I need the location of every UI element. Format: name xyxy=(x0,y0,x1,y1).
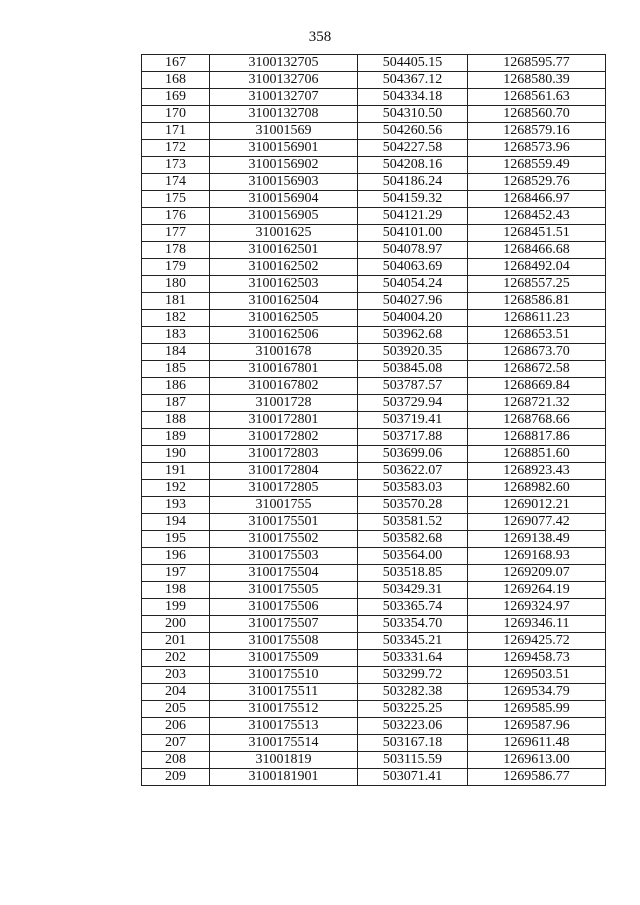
table-row xyxy=(142,259,606,276)
point-id-cell: 3100175512 xyxy=(210,701,358,718)
row-number-cell: 179 xyxy=(142,259,210,276)
x-coordinate-cell: 504310.50 xyxy=(358,106,468,123)
x-coordinate-cell: 503299.72 xyxy=(358,667,468,684)
point-id-cell: 3100167801 xyxy=(210,361,358,378)
row-number-cell: 201 xyxy=(142,633,210,650)
row-number-cell: 185 xyxy=(142,361,210,378)
y-coordinate-cell: 1268466.97 xyxy=(468,191,606,208)
table-row xyxy=(142,208,606,225)
table-row xyxy=(142,242,606,259)
row-number-cell: 180 xyxy=(142,276,210,293)
x-coordinate-cell: 504186.24 xyxy=(358,174,468,191)
x-coordinate-cell: 504063.69 xyxy=(358,259,468,276)
point-id-cell: 3100167802 xyxy=(210,378,358,395)
y-coordinate-cell: 1268672.58 xyxy=(468,361,606,378)
y-coordinate-cell: 1269264.19 xyxy=(468,582,606,599)
row-number-cell: 204 xyxy=(142,684,210,701)
x-coordinate-cell: 503282.38 xyxy=(358,684,468,701)
y-coordinate-cell: 1268721.32 xyxy=(468,395,606,412)
table-row xyxy=(142,174,606,191)
table-row xyxy=(142,429,606,446)
point-id-cell: 3100175501 xyxy=(210,514,358,531)
x-coordinate-cell: 503167.18 xyxy=(358,735,468,752)
x-coordinate-cell: 503570.28 xyxy=(358,497,468,514)
y-coordinate-cell: 1268586.81 xyxy=(468,293,606,310)
table-row xyxy=(142,361,606,378)
x-coordinate-cell: 504159.32 xyxy=(358,191,468,208)
table-row xyxy=(142,123,606,140)
point-id-cell: 31001569 xyxy=(210,123,358,140)
y-coordinate-cell: 1269012.21 xyxy=(468,497,606,514)
point-id-cell: 3100162505 xyxy=(210,310,358,327)
table-row xyxy=(142,412,606,429)
x-coordinate-cell: 503581.52 xyxy=(358,514,468,531)
x-coordinate-cell: 503920.35 xyxy=(358,344,468,361)
table-row xyxy=(142,106,606,123)
y-coordinate-cell: 1269346.11 xyxy=(468,616,606,633)
x-coordinate-cell: 503622.07 xyxy=(358,463,468,480)
point-id-cell: 3100181901 xyxy=(210,769,358,786)
x-coordinate-cell: 503518.85 xyxy=(358,565,468,582)
row-number-cell: 186 xyxy=(142,378,210,395)
x-coordinate-cell: 504004.20 xyxy=(358,310,468,327)
row-number-cell: 208 xyxy=(142,752,210,769)
row-number-cell: 171 xyxy=(142,123,210,140)
table-row xyxy=(142,667,606,684)
y-coordinate-cell: 1269458.73 xyxy=(468,650,606,667)
table-row xyxy=(142,480,606,497)
point-id-cell: 3100172801 xyxy=(210,412,358,429)
row-number-cell: 197 xyxy=(142,565,210,582)
x-coordinate-cell: 503583.03 xyxy=(358,480,468,497)
row-number-cell: 207 xyxy=(142,735,210,752)
row-number-cell: 174 xyxy=(142,174,210,191)
table-row xyxy=(142,463,606,480)
x-coordinate-cell: 503115.59 xyxy=(358,752,468,769)
y-coordinate-cell: 1268451.51 xyxy=(468,225,606,242)
table-row xyxy=(142,752,606,769)
point-id-cell: 3100175504 xyxy=(210,565,358,582)
row-number-cell: 198 xyxy=(142,582,210,599)
row-number-cell: 196 xyxy=(142,548,210,565)
table-row xyxy=(142,276,606,293)
x-coordinate-cell: 503225.25 xyxy=(358,701,468,718)
row-number-cell: 183 xyxy=(142,327,210,344)
y-coordinate-cell: 1268669.84 xyxy=(468,378,606,395)
table-row xyxy=(142,684,606,701)
table-body xyxy=(142,55,606,786)
table-row xyxy=(142,531,606,548)
x-coordinate-cell: 504405.15 xyxy=(358,55,468,72)
y-coordinate-cell: 1269587.96 xyxy=(468,718,606,735)
row-number-cell: 202 xyxy=(142,650,210,667)
x-coordinate-cell: 504101.00 xyxy=(358,225,468,242)
point-id-cell: 3100172803 xyxy=(210,446,358,463)
coordinates-table xyxy=(141,54,606,786)
row-number-cell: 206 xyxy=(142,718,210,735)
x-coordinate-cell: 503331.64 xyxy=(358,650,468,667)
point-id-cell: 3100132708 xyxy=(210,106,358,123)
x-coordinate-cell: 504227.58 xyxy=(358,140,468,157)
y-coordinate-cell: 1269586.77 xyxy=(468,769,606,786)
point-id-cell: 31001755 xyxy=(210,497,358,514)
y-coordinate-cell: 1268573.96 xyxy=(468,140,606,157)
x-coordinate-cell: 503345.21 xyxy=(358,633,468,650)
row-number-cell: 193 xyxy=(142,497,210,514)
point-id-cell: 31001728 xyxy=(210,395,358,412)
y-coordinate-cell: 1269613.00 xyxy=(468,752,606,769)
y-coordinate-cell: 1268653.51 xyxy=(468,327,606,344)
point-id-cell: 3100156901 xyxy=(210,140,358,157)
y-coordinate-cell: 1268560.70 xyxy=(468,106,606,123)
point-id-cell: 3100132707 xyxy=(210,89,358,106)
row-number-cell: 189 xyxy=(142,429,210,446)
point-id-cell: 3100175505 xyxy=(210,582,358,599)
y-coordinate-cell: 1269585.99 xyxy=(468,701,606,718)
table-row xyxy=(142,565,606,582)
x-coordinate-cell: 503845.08 xyxy=(358,361,468,378)
row-number-cell: 203 xyxy=(142,667,210,684)
point-id-cell: 3100162502 xyxy=(210,259,358,276)
y-coordinate-cell: 1269138.49 xyxy=(468,531,606,548)
row-number-cell: 169 xyxy=(142,89,210,106)
table-row xyxy=(142,769,606,786)
point-id-cell: 3100175511 xyxy=(210,684,358,701)
point-id-cell: 3100162504 xyxy=(210,293,358,310)
x-coordinate-cell: 503717.88 xyxy=(358,429,468,446)
row-number-cell: 191 xyxy=(142,463,210,480)
row-number-cell: 192 xyxy=(142,480,210,497)
y-coordinate-cell: 1268673.70 xyxy=(468,344,606,361)
x-coordinate-cell: 504334.18 xyxy=(358,89,468,106)
y-coordinate-cell: 1269077.42 xyxy=(468,514,606,531)
y-coordinate-cell: 1269425.72 xyxy=(468,633,606,650)
x-coordinate-cell: 503719.41 xyxy=(358,412,468,429)
table-row xyxy=(142,140,606,157)
row-number-cell: 176 xyxy=(142,208,210,225)
table-row xyxy=(142,395,606,412)
y-coordinate-cell: 1268611.23 xyxy=(468,310,606,327)
x-coordinate-cell: 504027.96 xyxy=(358,293,468,310)
table-row xyxy=(142,582,606,599)
row-number-cell: 194 xyxy=(142,514,210,531)
table-row xyxy=(142,514,606,531)
row-number-cell: 173 xyxy=(142,157,210,174)
table-row xyxy=(142,616,606,633)
y-coordinate-cell: 1268529.76 xyxy=(468,174,606,191)
point-id-cell: 3100162501 xyxy=(210,242,358,259)
x-coordinate-cell: 503223.06 xyxy=(358,718,468,735)
point-id-cell: 3100175502 xyxy=(210,531,358,548)
x-coordinate-cell: 504078.97 xyxy=(358,242,468,259)
point-id-cell: 3100156902 xyxy=(210,157,358,174)
y-coordinate-cell: 1269534.79 xyxy=(468,684,606,701)
x-coordinate-cell: 503962.68 xyxy=(358,327,468,344)
x-coordinate-cell: 503729.94 xyxy=(358,395,468,412)
row-number-cell: 209 xyxy=(142,769,210,786)
y-coordinate-cell: 1268579.16 xyxy=(468,123,606,140)
x-coordinate-cell: 503787.57 xyxy=(358,378,468,395)
table-row xyxy=(142,72,606,89)
table-row xyxy=(142,344,606,361)
row-number-cell: 181 xyxy=(142,293,210,310)
point-id-cell: 3100132705 xyxy=(210,55,358,72)
table-row xyxy=(142,191,606,208)
row-number-cell: 172 xyxy=(142,140,210,157)
table-row xyxy=(142,293,606,310)
point-id-cell: 3100156904 xyxy=(210,191,358,208)
point-id-cell: 3100175513 xyxy=(210,718,358,735)
y-coordinate-cell: 1268559.49 xyxy=(468,157,606,174)
point-id-cell: 3100172805 xyxy=(210,480,358,497)
row-number-cell: 187 xyxy=(142,395,210,412)
point-id-cell: 31001819 xyxy=(210,752,358,769)
table-row xyxy=(142,599,606,616)
y-coordinate-cell: 1268851.60 xyxy=(468,446,606,463)
row-number-cell: 205 xyxy=(142,701,210,718)
y-coordinate-cell: 1268492.04 xyxy=(468,259,606,276)
y-coordinate-cell: 1268768.66 xyxy=(468,412,606,429)
row-number-cell: 195 xyxy=(142,531,210,548)
y-coordinate-cell: 1269503.51 xyxy=(468,667,606,684)
x-coordinate-cell: 503354.70 xyxy=(358,616,468,633)
point-id-cell: 3100175509 xyxy=(210,650,358,667)
y-coordinate-cell: 1269324.97 xyxy=(468,599,606,616)
table-row xyxy=(142,548,606,565)
table-row xyxy=(142,327,606,344)
y-coordinate-cell: 1269209.07 xyxy=(468,565,606,582)
row-number-cell: 182 xyxy=(142,310,210,327)
row-number-cell: 170 xyxy=(142,106,210,123)
point-id-cell: 3100172804 xyxy=(210,463,358,480)
y-coordinate-cell: 1268466.68 xyxy=(468,242,606,259)
row-number-cell: 167 xyxy=(142,55,210,72)
table-row xyxy=(142,735,606,752)
y-coordinate-cell: 1268817.86 xyxy=(468,429,606,446)
y-coordinate-cell: 1268923.43 xyxy=(468,463,606,480)
table-row xyxy=(142,701,606,718)
point-id-cell: 3100132706 xyxy=(210,72,358,89)
point-id-cell: 3100175506 xyxy=(210,599,358,616)
row-number-cell: 184 xyxy=(142,344,210,361)
point-id-cell: 3100156905 xyxy=(210,208,358,225)
row-number-cell: 188 xyxy=(142,412,210,429)
point-id-cell: 31001625 xyxy=(210,225,358,242)
x-coordinate-cell: 503429.31 xyxy=(358,582,468,599)
point-id-cell: 3100156903 xyxy=(210,174,358,191)
point-id-cell: 3100175510 xyxy=(210,667,358,684)
table-row xyxy=(142,650,606,667)
row-number-cell: 199 xyxy=(142,599,210,616)
x-coordinate-cell: 504367.12 xyxy=(358,72,468,89)
y-coordinate-cell: 1268595.77 xyxy=(468,55,606,72)
row-number-cell: 168 xyxy=(142,72,210,89)
y-coordinate-cell: 1268561.63 xyxy=(468,89,606,106)
x-coordinate-cell: 504260.56 xyxy=(358,123,468,140)
x-coordinate-cell: 504208.16 xyxy=(358,157,468,174)
row-number-cell: 178 xyxy=(142,242,210,259)
row-number-cell: 200 xyxy=(142,616,210,633)
point-id-cell: 3100175507 xyxy=(210,616,358,633)
table-row xyxy=(142,89,606,106)
point-id-cell: 3100175503 xyxy=(210,548,358,565)
y-coordinate-cell: 1269168.93 xyxy=(468,548,606,565)
point-id-cell: 3100162503 xyxy=(210,276,358,293)
x-coordinate-cell: 504121.29 xyxy=(358,208,468,225)
y-coordinate-cell: 1269611.48 xyxy=(468,735,606,752)
table-row xyxy=(142,378,606,395)
table-row xyxy=(142,446,606,463)
row-number-cell: 190 xyxy=(142,446,210,463)
x-coordinate-cell: 503071.41 xyxy=(358,769,468,786)
table-row xyxy=(142,497,606,514)
table-row xyxy=(142,310,606,327)
table-row xyxy=(142,633,606,650)
x-coordinate-cell: 503699.06 xyxy=(358,446,468,463)
table-row xyxy=(142,225,606,242)
y-coordinate-cell: 1268580.39 xyxy=(468,72,606,89)
x-coordinate-cell: 503365.74 xyxy=(358,599,468,616)
x-coordinate-cell: 503582.68 xyxy=(358,531,468,548)
point-id-cell: 3100175514 xyxy=(210,735,358,752)
row-number-cell: 175 xyxy=(142,191,210,208)
point-id-cell: 3100162506 xyxy=(210,327,358,344)
y-coordinate-cell: 1268557.25 xyxy=(468,276,606,293)
y-coordinate-cell: 1268982.60 xyxy=(468,480,606,497)
x-coordinate-cell: 503564.00 xyxy=(358,548,468,565)
table-row xyxy=(142,55,606,72)
row-number-cell: 177 xyxy=(142,225,210,242)
y-coordinate-cell: 1268452.43 xyxy=(468,208,606,225)
x-coordinate-cell: 504054.24 xyxy=(358,276,468,293)
point-id-cell: 3100175508 xyxy=(210,633,358,650)
table-row xyxy=(142,718,606,735)
page-number: 358 xyxy=(308,29,332,45)
point-id-cell: 3100172802 xyxy=(210,429,358,446)
table-row xyxy=(142,157,606,174)
point-id-cell: 31001678 xyxy=(210,344,358,361)
